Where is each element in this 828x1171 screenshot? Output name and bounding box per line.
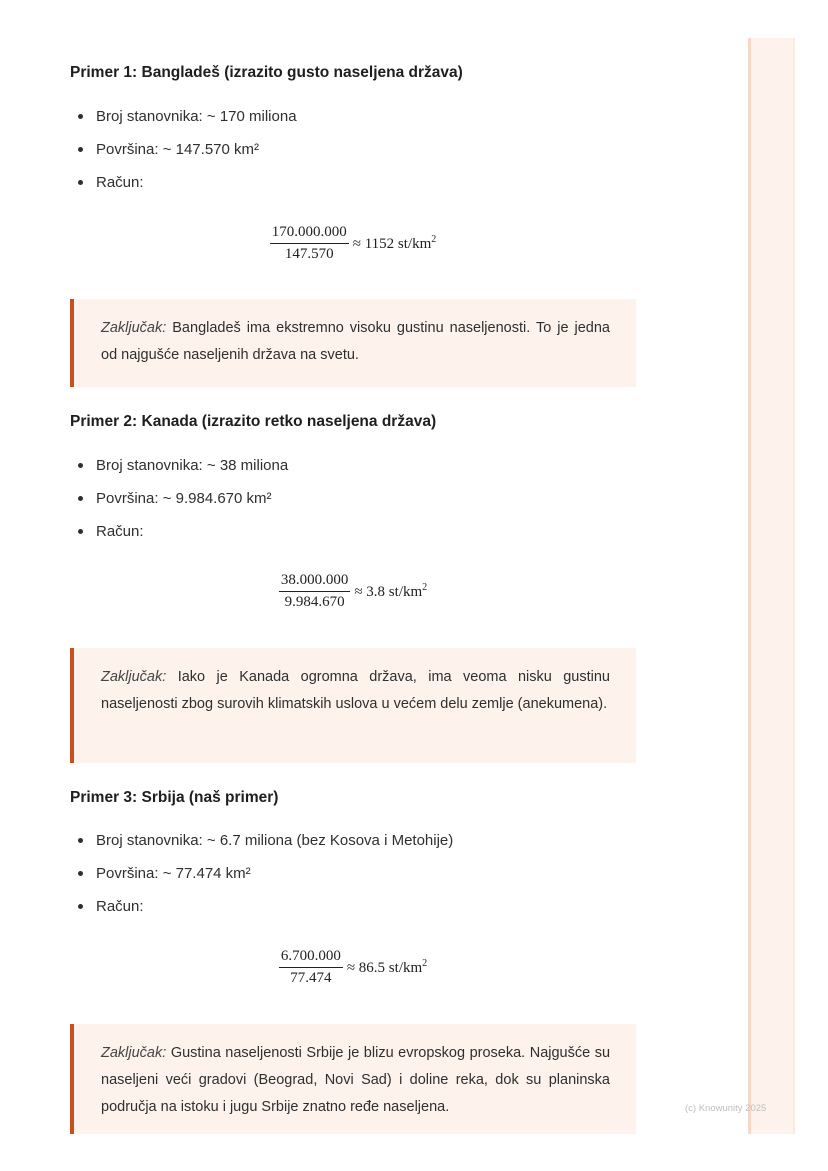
list-item: Račun: (70, 166, 297, 199)
example-1-heading: Primer 1: Bangladeš (izrazito gusto naseljena država) (70, 64, 463, 81)
copyright-footer: (c) Knowunity 2025 (685, 1103, 767, 1114)
example-2-facts (70, 449, 288, 548)
formula-result: ≈ 3.8 $st/km^2$ (354, 582, 428, 600)
conclusion-label: Zaključak: (101, 320, 167, 336)
example-1-facts (70, 100, 297, 199)
example-2-formula (70, 572, 636, 611)
example-3-formula (70, 948, 636, 987)
fraction (270, 224, 349, 263)
numerator: 6.700.000 (279, 948, 343, 968)
conclusion-label: Zaključak: (101, 1045, 167, 1061)
list-item: Broj stanovnika: ~ 6.7 miliona (bez Kosova i Metohije) (70, 824, 453, 857)
numerator: 38.000.000 (279, 572, 351, 592)
fraction (279, 948, 343, 987)
example-2-heading: Primer 2: Kanada (izrazito retko naseljena država) (70, 413, 437, 430)
example-3-heading: Primer 3: Srbija (naš primer) (70, 789, 279, 806)
conclusion-label: Zaključak: (101, 669, 167, 685)
example-2-conclusion (70, 648, 636, 763)
formula-result: ≈ 86.5 $st/km^2$ (346, 958, 428, 976)
list-item: Broj stanovnika: ~ 170 miliona (70, 100, 297, 133)
list-item: Površina: ~ 147.570 km² (70, 133, 297, 166)
page-margin-strip (748, 38, 795, 1134)
formula-result: ≈ 1152 $st/km^2$ (352, 234, 437, 252)
example-3-conclusion (70, 1024, 636, 1134)
conclusion-text: Gustina naseljenosti Srbije je blizu evropskog proseka. Najgušće su naseljeni veći gradovi (Beograd, Novi Sad) i doline reka, dok su planinska područja na istoku i jugu Srbije znatno ređe naseljena. (101, 1045, 611, 1115)
conclusion-text: Bangladeš ima ekstremno visoku gustinu naseljenosti. To je jedna od najgušće naseljenih država na svetu. (101, 320, 610, 363)
list-item: Račun: (70, 890, 453, 923)
list-item: Broj stanovnika: ~ 38 miliona (70, 449, 288, 482)
list-item: Površina: ~ 9.984.670 km² (70, 482, 288, 515)
denominator: 77.474 (290, 970, 332, 986)
denominator: 9.984.670 (284, 594, 345, 610)
list-item: Račun: (70, 515, 288, 548)
numerator: 170.000.000 (270, 224, 349, 244)
example-1-formula (70, 224, 636, 263)
list-item: Površina: ~ 77.474 km² (70, 857, 453, 890)
denominator: 147.570 (284, 246, 334, 262)
conclusion-text: Iako je Kanada ogromna država, ima veoma nisku gustinu naseljenosti zbog surovih klimatskih uslova u većem delu zemlje (anekumena). (101, 669, 610, 712)
example-3-facts (70, 824, 453, 923)
fraction (279, 572, 351, 611)
example-1-conclusion (70, 299, 636, 387)
